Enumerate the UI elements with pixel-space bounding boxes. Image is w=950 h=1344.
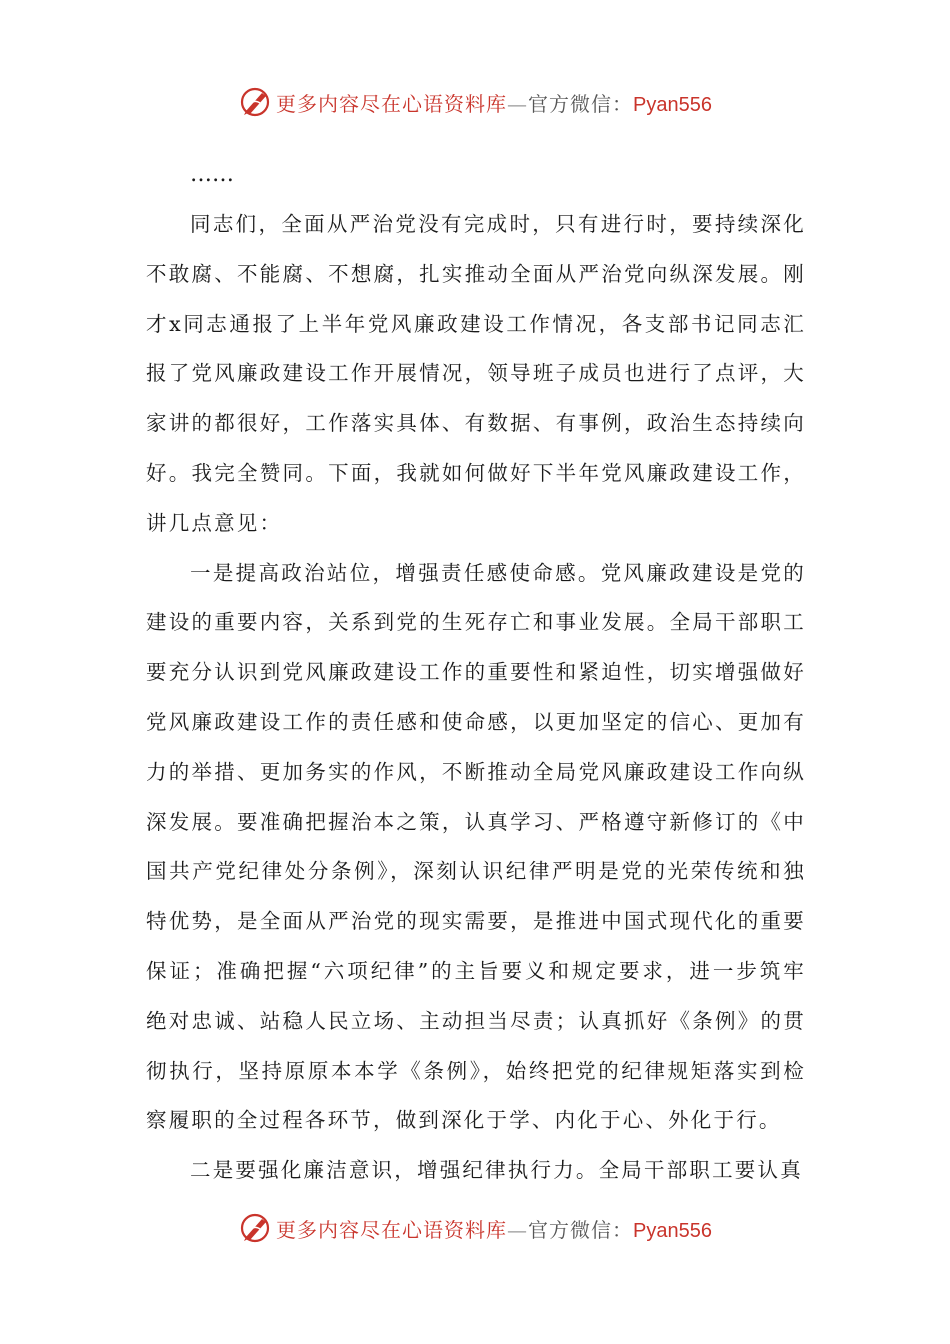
watermark-wechat-label: 官方微信：	[528, 1217, 634, 1242]
pen-seal-logo-icon	[238, 85, 272, 119]
watermark-account: Pyan556	[633, 93, 712, 116]
watermark-brand: 更多内容尽在心语资料库	[276, 91, 508, 116]
watermark-brand: 更多内容尽在心语资料库	[276, 1217, 508, 1242]
paragraph-opening: 同志们，全面从严治党没有完成时，只有进行时，要持续深化不敢腐、不能腐、不想腐，扎实推动全面从严治党向纵深发展。刚才x同志通报了上半年党风廉政建设工作情况，各支部书记同志汇报了党风廉政建设工作开展情况，领导班子成员也进行了点评，大家讲的都很好，工作落实具体、有数据、有事例，政治生态持续向好。我完全赞同。下面，我就如何做好下半年党风廉政建设工作，讲几点意见：	[146, 212, 806, 535]
ellipsis-marker: ……	[190, 162, 234, 187]
paragraph-point-one: 一是提高政治站位，增强责任感使命感。党风廉政建设是党的建设的重要内容，关系到党的生死存亡和事业发展。全局干部职工要充分认识到党风廉政建设工作的重要性和紧迫性，切实增强做好党风廉政建设工作的责任感和使命感，以更加坚定的信心、更加有力的举措、更加务实的作风，不断推动全局党风廉政建设工作向纵深发展。要准确把握治本之策，认真学习、严格遵守新修订的《中国共产党纪律处分条例》，深刻认识纪律严明是党的光荣传统和独特优势，是全面从严治党的现实需要，是推进中国式现代化的重要保证；准确把握“六项纪律”的主旨要义和规定要求，进一步筑牢绝对忠诚、站稳人民立场、主动担当尽责；认真抓好《条例》的贯彻执行，坚持原原本本学《条例》，始终把党的纪律规矩落实到检察履职的全过程各环节，做到深化于学、内化于心、外化于行。	[146, 560, 806, 1133]
watermark-account: Pyan556	[633, 1219, 712, 1242]
watermark-dash: —	[507, 1217, 529, 1242]
watermark-wechat-label: 官方微信：	[528, 91, 634, 116]
watermark-text	[276, 1214, 712, 1243]
header-watermark-banner	[0, 82, 950, 122]
document-body	[146, 150, 806, 1196]
watermark-text	[276, 88, 712, 117]
watermark-dash: —	[507, 91, 529, 116]
paragraph-point-two: 二是要强化廉洁意识，增强纪律执行力。全局干部职工要认真	[190, 1158, 803, 1183]
pen-seal-logo-icon	[238, 1211, 272, 1245]
footer-watermark-banner	[0, 1208, 950, 1248]
